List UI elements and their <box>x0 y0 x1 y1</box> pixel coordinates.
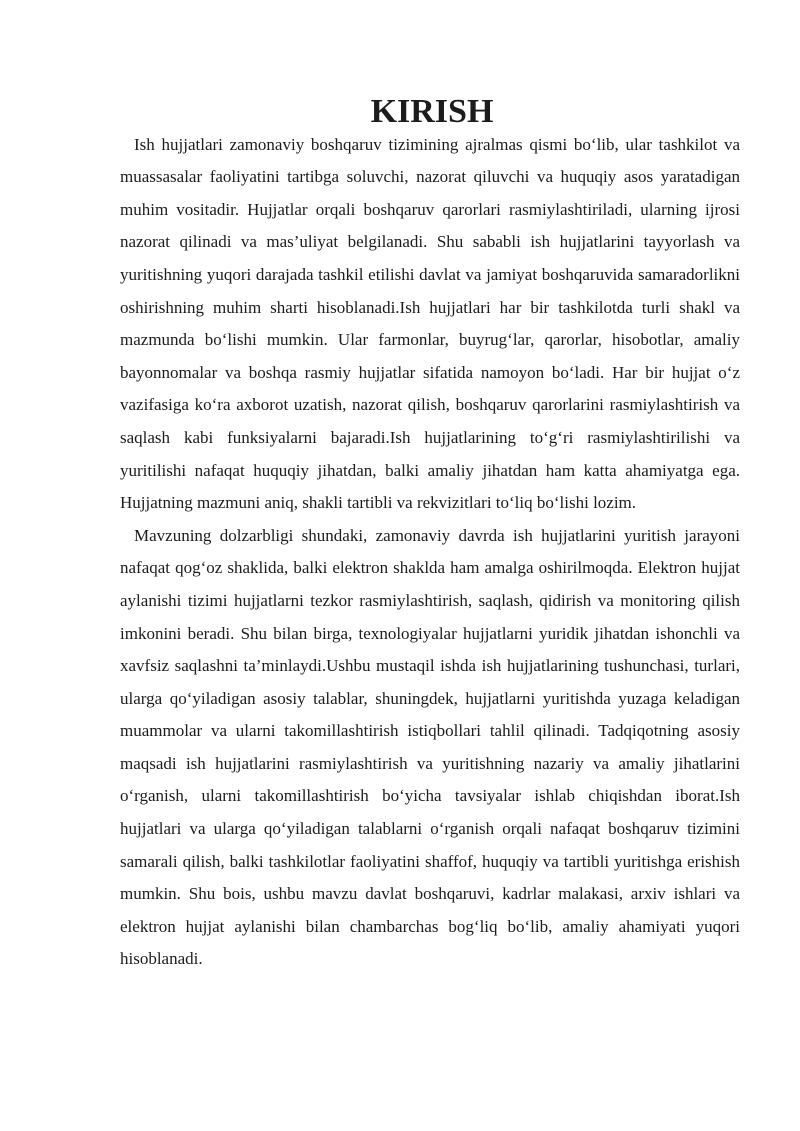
intro-paragraph: Ish hujjatlari zamonaviy boshqaruv tizimining ajralmas qismi bo‘lib, ular tashkilot va muassasalar faoliyatini tartibga soluvchi, nazorat qiluvchi va huquqiy asos yaratadigan muhim vositadir. Hujjatlar orqali boshqaruv qarorlari rasmiylashtiriladi, ularning ijrosi nazorat qilinadi va mas’uliyat belgilanadi. Shu sababli ish hujjatlarini tayyorlash va yuritishning yuqori darajada tashkil etilishi davlat va jamiyat boshqaruvida samaradorlikni oshirishning muhim sharti hisoblanadi.Ish hujjatlari har bir tashkilotda turli shakl va mazmunda bo‘lishi mumkin. Ular farmonlar, buyrug‘lar, qarorlar, hisobotlar, amaliy bayonnomalar va boshqa rasmiy hujjatlar sifatida namoyon bo‘ladi. Har bir hujjat o‘z vazifasiga ko‘ra axborot uzatish, nazorat qilish, boshqaruv qarorlarini rasmiylashtirish va saqlash kabi funksiyalarni bajaradi.Ish hujjatlarining to‘g‘ri rasmiylashtirilishi va yuritilishi nafaqat huquqiy jihatdan, balki amaliy jihatdan ham katta ahamiyatga ega. Hujjatning mazmuni aniq, shakli tartibli va rekvizitlari to‘liq bo‘lishi lozim. <box>120 134 740 513</box>
section-title: KIRISH <box>370 93 494 130</box>
document-page <box>120 93 740 976</box>
relevance-paragraph: Mavzuning dolzarbligi shundaki, zamonaviy davrda ish hujjatlarini yuritish jarayoni nafaqat qog‘oz shaklida, balki elektron shaklda ham amalga oshirilmoqda. Elektron hujjat aylanishi tizimi hujjatlarni tezkor rasmiylashtirish, saqlash, qidirish va monitoring qilish imkonini beradi. Shu bilan birga, texnologiyalar hujjatlarni yuridik jihatdan ishonchli va xavfsiz saqlashni ta’minlaydi.Ushbu mustaqil ishda ish hujjatlarining tushunchasi, turlari, ularga qo‘yiladigan asosiy talablar, shuningdek, hujjatlarni yuritishda yuzaga keladigan muammolar va ularni takomillashtirish istiqbollari tahlil qilinadi. Tadqiqotning asosiy maqsadi ish hujjatlarini rasmiylashtirish va yuritishning nazariy va amaliy jihatlarini o‘rganish, ularni takomillashtirish bo‘yicha tavsiyalar ishlab chiqishdan iborat.Ish hujjatlari va ularga qo‘yiladigan talablarni o‘rganish orqali nafaqat boshqaruv tizimini samarali qilish, balki tashkilotlar faoliyatini shaffof, huquqiy va tartibli yuritishga erishish mumkin. Shu bois, ushbu mavzu davlat boshqaruvi, kadrlar malakasi, arxiv ishlari va elektron hujjat aylanishi bilan chambarchas bog‘liq bo‘lib, amaliy ahamiyati yuqori hisoblanadi. <box>120 525 740 969</box>
